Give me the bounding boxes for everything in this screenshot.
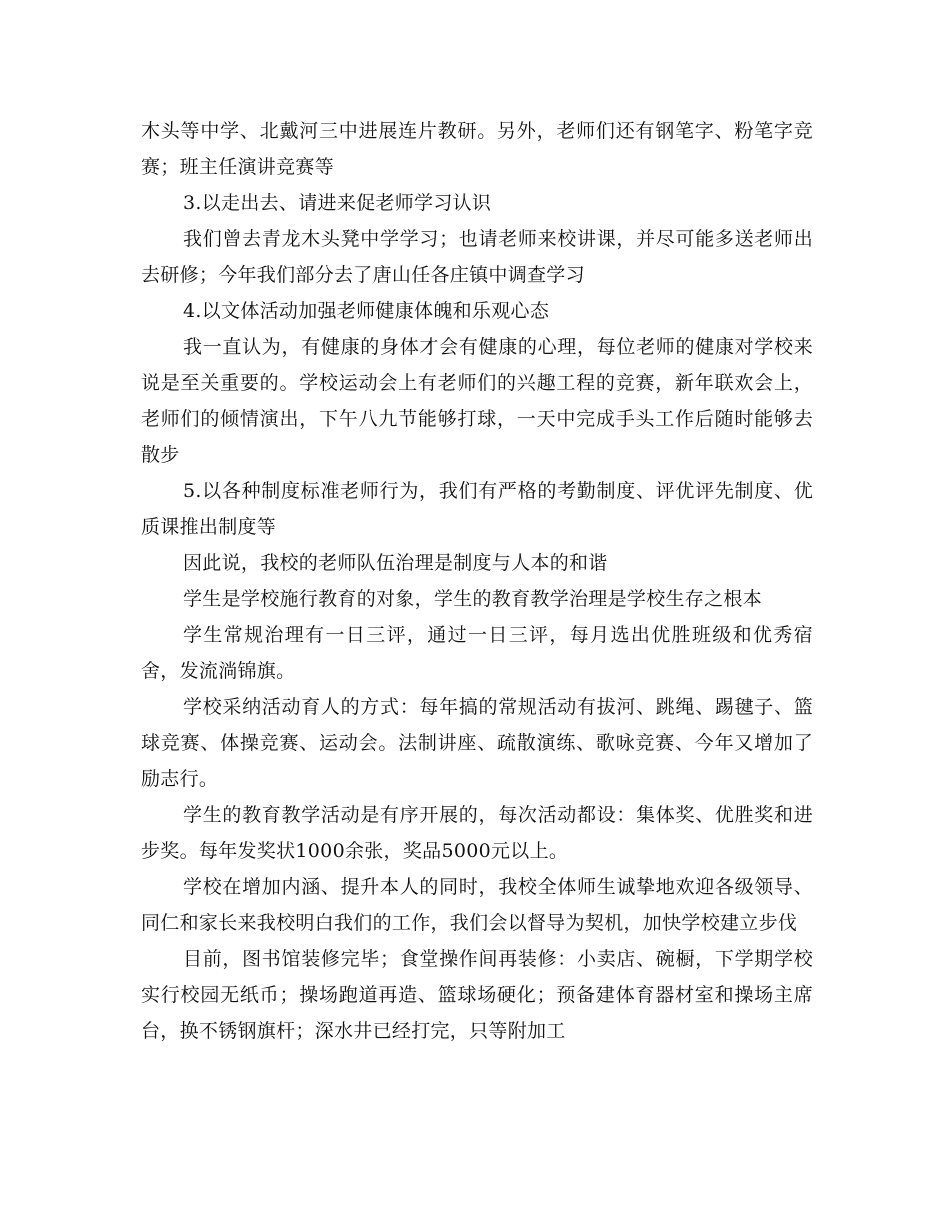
paragraph: 学生常规治理有一日三评，通过一日三评，每月选出优胜班级和优秀宿舍，发流淌锦旗。: [141, 624, 813, 682]
paragraph: 目前，图书馆装修完毕；食堂操作间再装修：小卖店、碗橱，下学期学校实行校园无纸币；操场跑道再造、篮球场硬化；预备建体育器材室和操场主席台，换不锈钢旗杆；深水井已经打完，只等附加工: [141, 948, 813, 1042]
document-body: [141, 113, 813, 1049]
paragraph: 学校采纳活动育人的方式：每年搞的常规活动有拔河、跳绳、踢毽子、篮球竞赛、体操竞赛、运动会。法制讲座、疏散演练、歌咏竞赛、今年又增加了励志行。: [141, 696, 813, 790]
paragraph: 学生是学校施行教育的对象，学生的教育教学治理是学校生存之根本: [183, 588, 763, 610]
paragraph: 4.以文体活动加强老师健康体魄和乐观心态: [183, 300, 550, 322]
paragraph: 学生的教育教学活动是有序开展的，每次活动都设：集体奖、优胜奖和进步奖。每年发奖状1000余张，奖品5000元以上。: [141, 804, 813, 862]
paragraph: 我一直认为，有健康的身体才会有健康的心理，每位老师的健康对学校来说是至关重要的。学校运动会上有老师们的兴趣工程的竞赛，新年联欢会上，老师们的倾情演出，下午八九节能够打球，一天中完成手头工作后随时能够去散步: [141, 336, 813, 466]
paragraph: 我们曾去青龙木头凳中学学习；也请老师来校讲课，并尽可能多送老师出去研修；今年我们部分去了唐山任各庄镇中调查学习: [141, 228, 813, 286]
paragraph: 5.以各种制度标准老师行为，我们有严格的考勤制度、评优评先制度、优质课推出制度等: [141, 480, 813, 538]
paragraph: 因此说，我校的老师队伍治理是制度与人本的和谐: [183, 552, 608, 574]
paragraph: 学校在增加内涵、提升本人的同时，我校全体师生诚挚地欢迎各级领导、同仁和家长来我校明白我们的工作，我们会以督导为契机，加快学校建立步伐: [141, 876, 813, 934]
paragraph: 3.以走出去、请进来促老师学习认识: [183, 192, 492, 214]
paragraph: 木头等中学、北戴河三中进展连片教研。另外，老师们还有钢笔字、粉笔字竞赛；班主任演讲竞赛等: [141, 120, 813, 178]
